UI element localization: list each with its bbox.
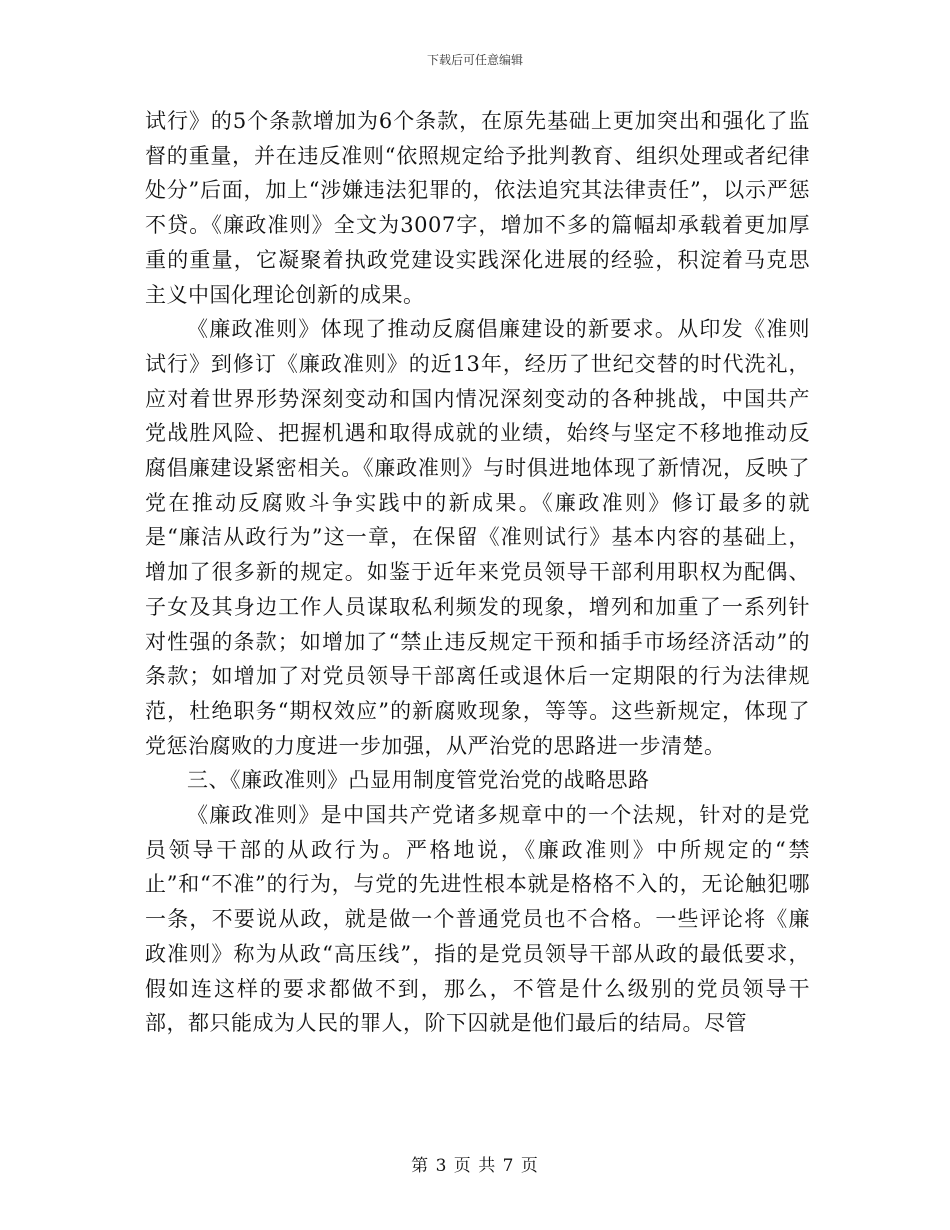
document-body <box>145 104 810 1041</box>
page-number-footer: 第 3 页 共 7 页 <box>411 1156 539 1176</box>
body-paragraph-2: 《廉政准则》体现了推动反腐倡廉建设的新要求。从印发《准则试行》到修订《廉政准则》的近13年，经历了世纪交替的时代洗礼，应对着世界形势深刻变动和国内情况深刻变动的各种挑战，中国共产党战胜风险、把握机遇和取得成就的业绩，始终与坚定不移地推动反腐倡廉建设紧密相关。《廉政准则》与时俱进地体现了新情况，反映了党在推动反腐败斗争实践中的新成果。《廉政准则》修订最多的就是“廉洁从政行为”这一章，在保留《准则试行》基本内容的基础上，增加了很多新的规定。如鉴于近年来党员领导干部利用职权为配偶、子女及其身边工作人员谋取私利频发的现象，增列和加重了一系列针对性强的条款；如增加了“禁止违反规定干预和插手市场经济活动”的条款；如增加了对党员领导干部离任或退休后一定期限的行为法律规范，杜绝职务“期权效应”的新腐败现象，等等。这些新规定，体现了党惩治腐败的力度进一步加强，从严治党的思路进一步清楚。 <box>145 317 810 758</box>
page-header-note: 下载后可任意编辑 <box>426 53 523 67</box>
body-paragraph-1: 试行》的5个条款增加为6个条款，在原先基础上更加突出和强化了监督的重量，并在违反准则“依照规定给予批判教育、组织处理或者纪律处分”后面，加上“涉嫌违法犯罪的，依法追究其法律责任”，以示严惩不贷。《廉政准则》全文为3007字，增加不多的篇幅却承载着更加厚重的重量，它凝聚着执政党建设实践深化进展的经验，积淀着马克思主义中国化理论创新的成果。 <box>145 109 810 307</box>
section-heading: 三、《廉政准则》凸显用制度管党治党的战略思路 <box>187 768 650 793</box>
body-paragraph-3: 《廉政准则》是中国共产党诸多规章中的一个法规，针对的是党员领导干部的从政行为。严格地说，《廉政准则》中所规定的“禁止”和“不准”的行为，与党的先进性根本就是格格不入的，无论触犯哪一条，不要说从政，就是做一个普通党员也不合格。一些评论将《廉政准则》称为从政“高压线”，指的是党员领导干部从政的最低要求，假如连这样的要求都做不到，那么，不管是什么级别的党员领导干部，都只能成为人民的罪人，阶下囚就是他们最后的结局。尽管 <box>145 803 810 1036</box>
